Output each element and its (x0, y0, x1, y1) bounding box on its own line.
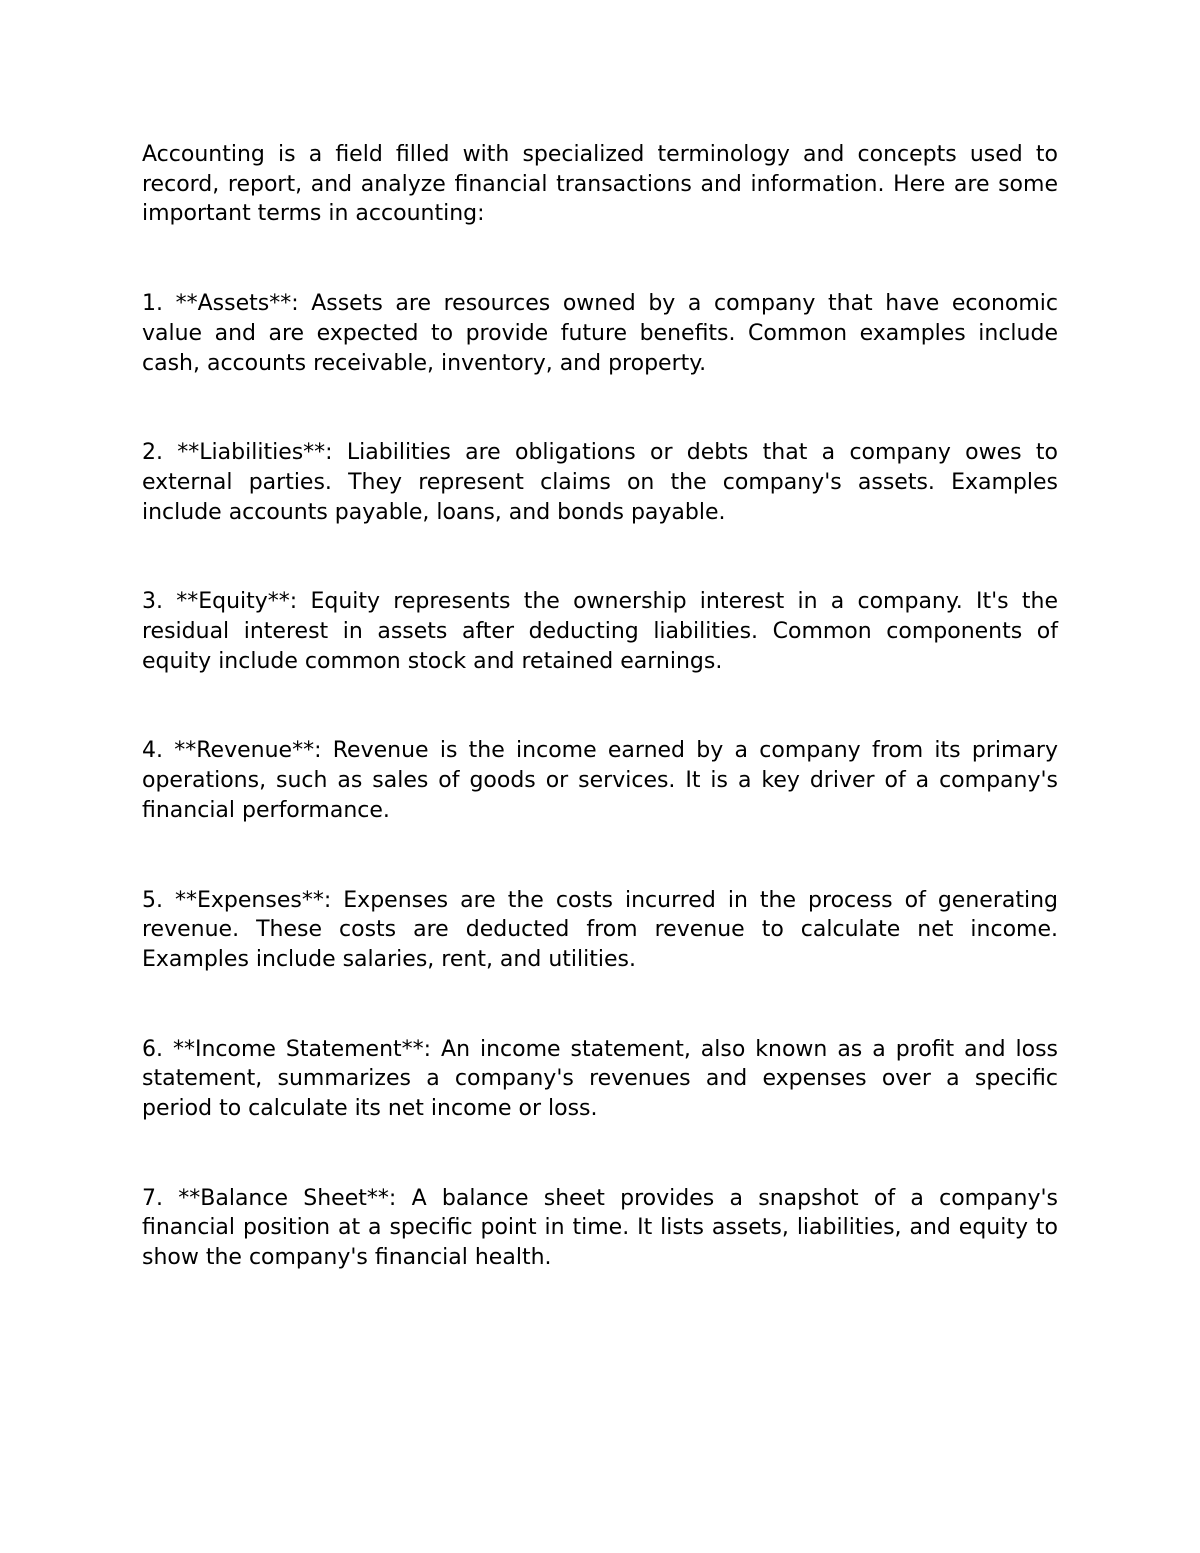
term-expenses: 5. **Expenses**: Expenses are the costs incurred in the process of generating revenue. These costs are deducted from revenue to calculate net income. Examples include salaries, rent, and utilities. (142, 887, 1058, 972)
term-liabilities: 2. **Liabilities**: Liabilities are obligations or debts that a company owes to external parties. They represent claims on the company's assets. Examples include accounts payable, loans, and bonds payable. (142, 440, 1058, 525)
paragraph-spacer (142, 676, 1058, 736)
paragraph-spacer (142, 378, 1058, 438)
intro-paragraph: Accounting is a field filled with specialized terminology and concepts used to record, report, and analyze financial transactions and information. Here are some important terms in accounting: (142, 142, 1058, 227)
term-equity: 3. **Equity**: Equity represents the ownership interest in a company. It's the residual interest in assets after deducting liabilities. Common components of equity include common stock and retained earnings. (142, 589, 1058, 674)
term-revenue: 4. **Revenue**: Revenue is the income earned by a company from its primary operations, such as sales of goods or services. It is a key driver of a company's financial performance. (142, 738, 1058, 823)
paragraph-spacer (142, 229, 1058, 289)
term-assets: 1. **Assets**: Assets are resources owned by a company that have economic value and are expected to provide future benefits. Common examples include cash, accounts receivable, inventory, and property. (142, 291, 1058, 376)
term-balance-sheet: 7. **Balance Sheet**: A balance sheet provides a snapshot of a company's financial position at a specific point in time. It lists assets, liabilities, and equity to show the company's financial health. (142, 1185, 1058, 1271)
paragraph-spacer (142, 975, 1058, 1035)
term-income-statement: 6. **Income Statement**: An income statement, also known as a profit and loss statement, summarizes a company's revenues and expenses over a specific period to calculate its net income or loss. (142, 1036, 1058, 1122)
document-body (142, 140, 1058, 1273)
paragraph-spacer (142, 527, 1058, 587)
paragraph-spacer (142, 1124, 1058, 1184)
paragraph-spacer (142, 826, 1058, 886)
